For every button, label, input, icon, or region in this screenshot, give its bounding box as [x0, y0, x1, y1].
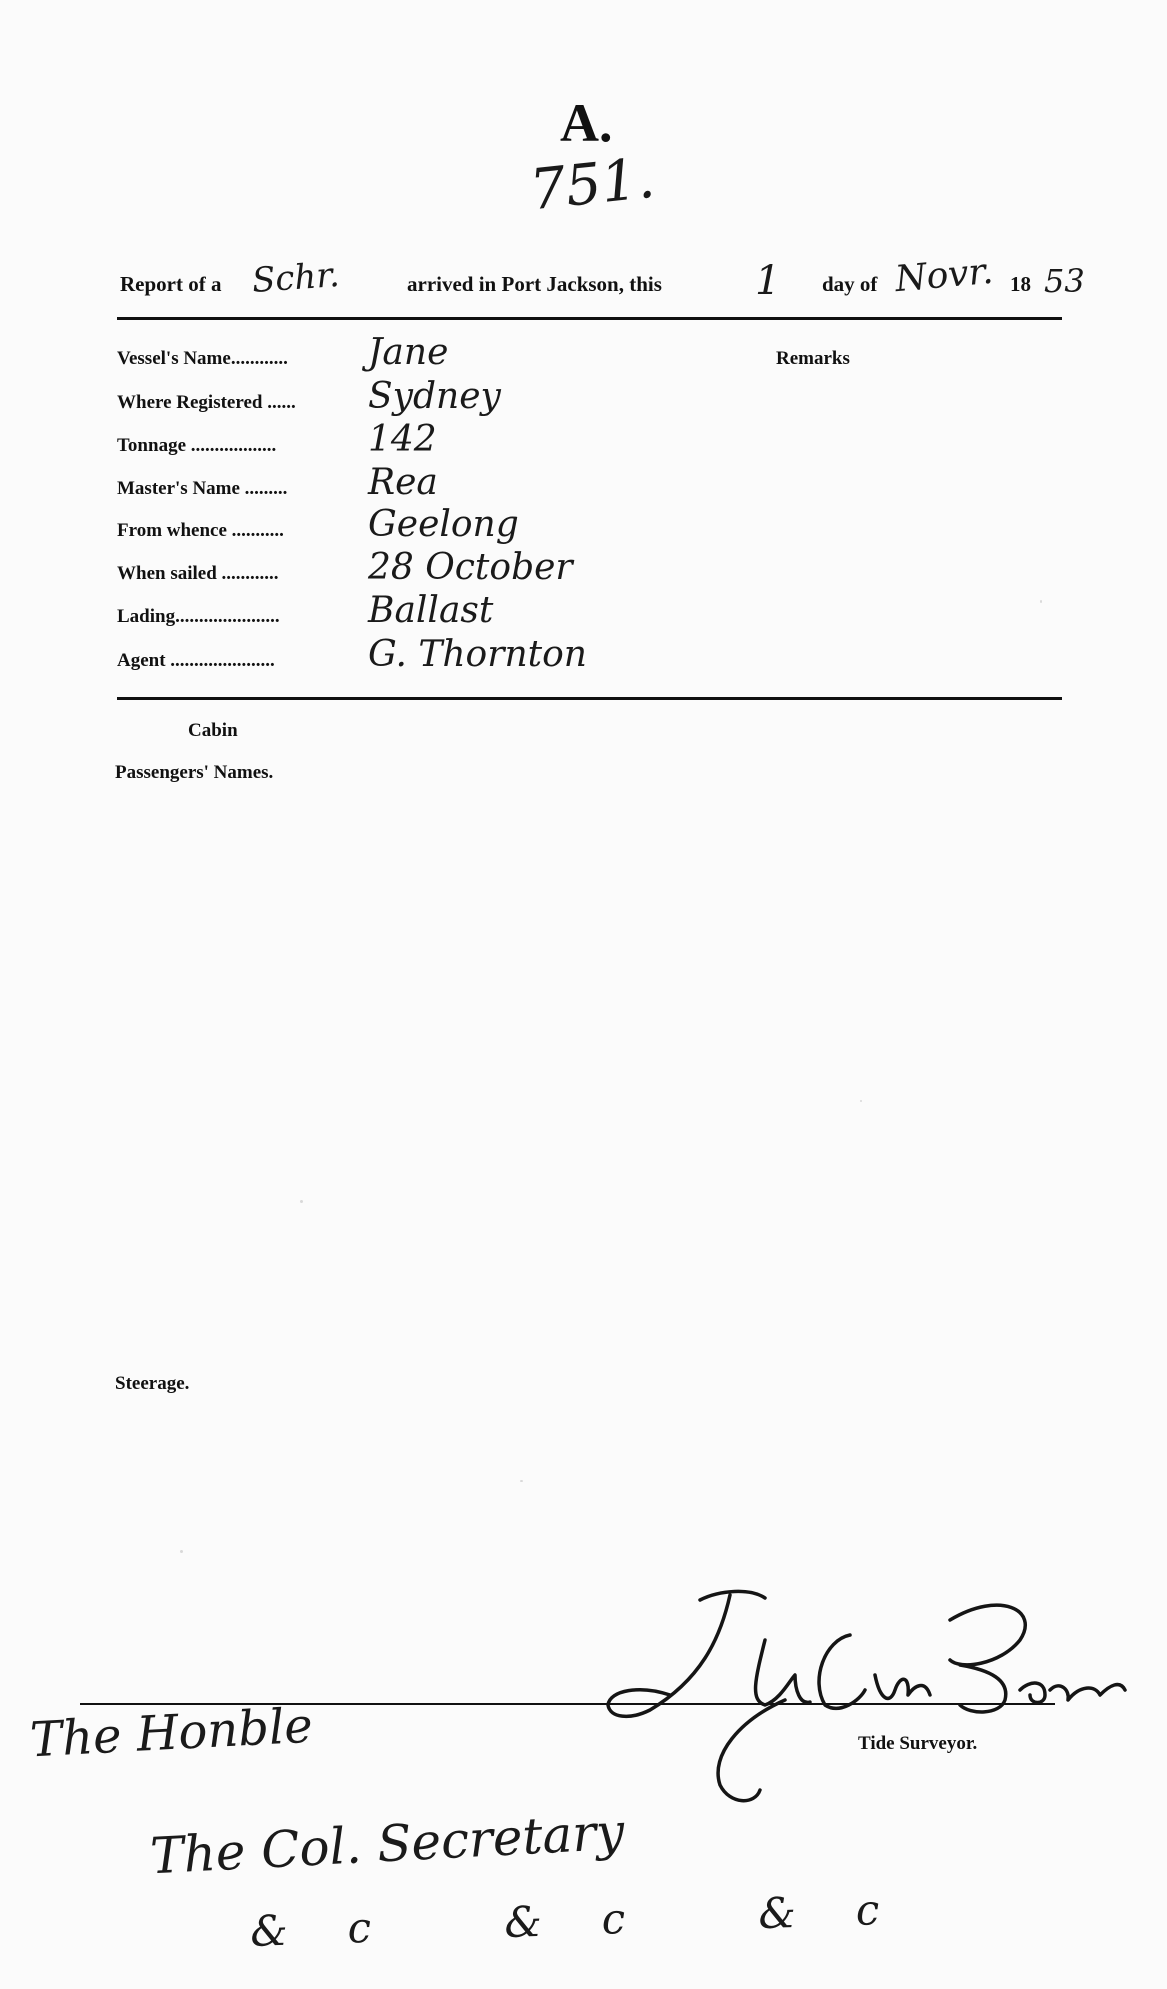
lading-label: Lading......................	[117, 606, 280, 627]
fields-rule	[117, 697, 1062, 700]
steerage-label: Steerage.	[115, 1373, 190, 1394]
address-line-col-secretary: The Col. Secretary	[148, 1802, 626, 1886]
when-sailed-label: When sailed ............	[117, 563, 279, 584]
report-of-label: Report of a	[120, 272, 222, 296]
cabin-label: Cabin	[188, 720, 238, 741]
day-value: 1	[755, 258, 781, 304]
paper-speck	[520, 1480, 523, 1482]
where-registered-label: Where Registered ......	[117, 392, 296, 413]
month-value: Novr.	[893, 250, 995, 301]
form-letter: A.	[560, 93, 613, 153]
paper-speck	[860, 1100, 862, 1102]
paper-speck	[300, 1200, 303, 1203]
vessel-name-value: Jane	[368, 332, 449, 373]
tonnage-label: Tonnage ..................	[117, 435, 277, 456]
passengers-names-label: Passengers' Names.	[115, 762, 274, 783]
address-line-etc: &c &c &c	[249, 1882, 941, 1957]
agent-label: Agent ......................	[117, 650, 275, 671]
tide-surveyor-signature	[590, 1580, 1130, 1810]
header-rule	[117, 317, 1062, 320]
when-sailed-value: 28 October	[368, 547, 573, 588]
masters-name-label: Master's Name .........	[117, 478, 288, 499]
remarks-label: Remarks	[776, 348, 850, 369]
lading-value: Ballast	[368, 590, 494, 631]
vessel-name-label: Vessel's Name............	[117, 348, 288, 369]
agent-value: G. Thornton	[368, 634, 587, 675]
where-registered-value: Sydney	[368, 376, 501, 417]
masters-name-value: Rea	[368, 462, 438, 503]
vessel-type-value: Schr.	[250, 254, 341, 302]
year-suffix: 53	[1044, 262, 1085, 300]
paper-speck	[1040, 600, 1042, 603]
arrived-label: arrived in Port Jackson, this	[407, 272, 662, 296]
year-prefix: 18	[1010, 272, 1031, 296]
address-line-honble: The Honble	[28, 1697, 315, 1769]
from-whence-label: From whence ...........	[117, 520, 284, 541]
tide-surveyor-label: Tide Surveyor.	[858, 1733, 978, 1754]
file-number: 751.	[526, 145, 658, 224]
from-whence-value: Geelong	[368, 504, 519, 545]
paper-speck	[180, 1550, 183, 1553]
tonnage-value: 142	[368, 419, 437, 460]
day-of-label: day of	[822, 272, 878, 296]
